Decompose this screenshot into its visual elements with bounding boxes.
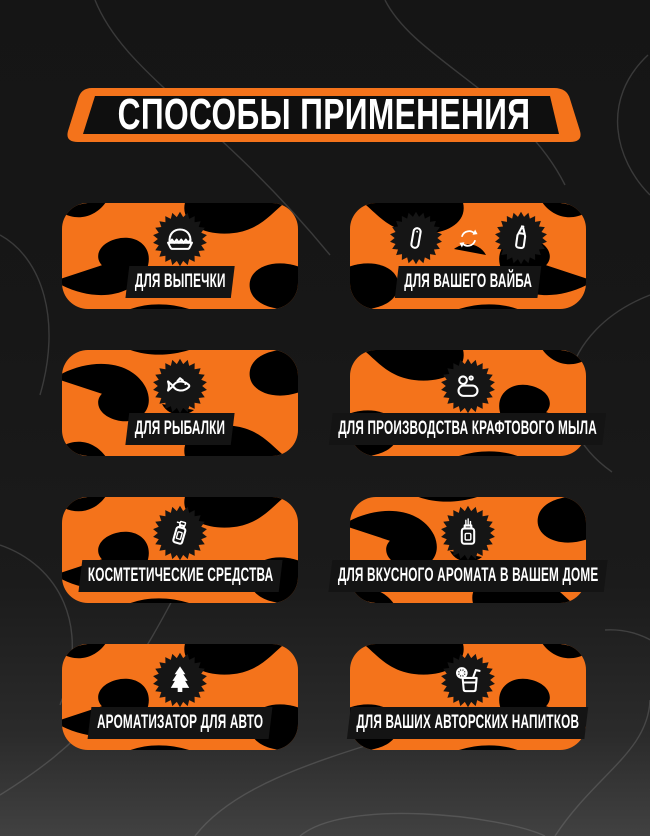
card-vibe	[350, 203, 586, 309]
card-fishing	[62, 350, 298, 456]
spray-bottle-icon	[152, 505, 208, 561]
card-baking	[62, 203, 298, 309]
pine-tree-icon	[152, 652, 208, 708]
card-label: ДЛЯ ПРОИЗВОДСТВА КРАФТОВОГО МЫЛА	[329, 413, 606, 445]
pie-icon	[152, 211, 208, 267]
page-title: СПОСОБЫ ПРИМЕНЕНИЯ	[117, 90, 531, 139]
card-label: ДЛЯ ВКУСНОГО АРОМАТА В ВАШЕМ ДОМЕ	[328, 560, 607, 592]
card-label: ДЛЯ ВАШЕГО ВАЙБА	[395, 266, 542, 298]
card-label: КОСМТЕТИЧЕСКИЕ СРЕДСТВА	[78, 560, 282, 592]
fish-icon	[152, 358, 208, 414]
card-label: ДЛЯ ВЫПЕЧКИ	[125, 266, 234, 298]
card-soap	[338, 350, 598, 456]
card-label: АРОМАТИЗАТОР ДЛЯ АВТО	[88, 707, 273, 739]
soap-bar-icon	[440, 358, 496, 414]
card-label: ДЛЯ РЫБАЛКИ	[125, 413, 234, 445]
refill-cycle-icon	[455, 225, 482, 252]
reed-diffuser-icon	[440, 505, 496, 561]
cocktail-glass-icon	[440, 652, 496, 708]
card-car-freshener	[62, 644, 298, 750]
cards-grid	[62, 203, 599, 750]
card-cosmetics	[62, 497, 298, 603]
card-label: ДЛЯ ВАШИХ АВТОРСКИХ НАПИТКОВ	[347, 707, 589, 739]
card-home-aroma	[337, 497, 599, 603]
title-banner	[62, 84, 586, 148]
vape-device-icon	[389, 211, 443, 265]
card-drinks	[350, 644, 586, 750]
e-liquid-bottle-icon	[494, 211, 548, 265]
